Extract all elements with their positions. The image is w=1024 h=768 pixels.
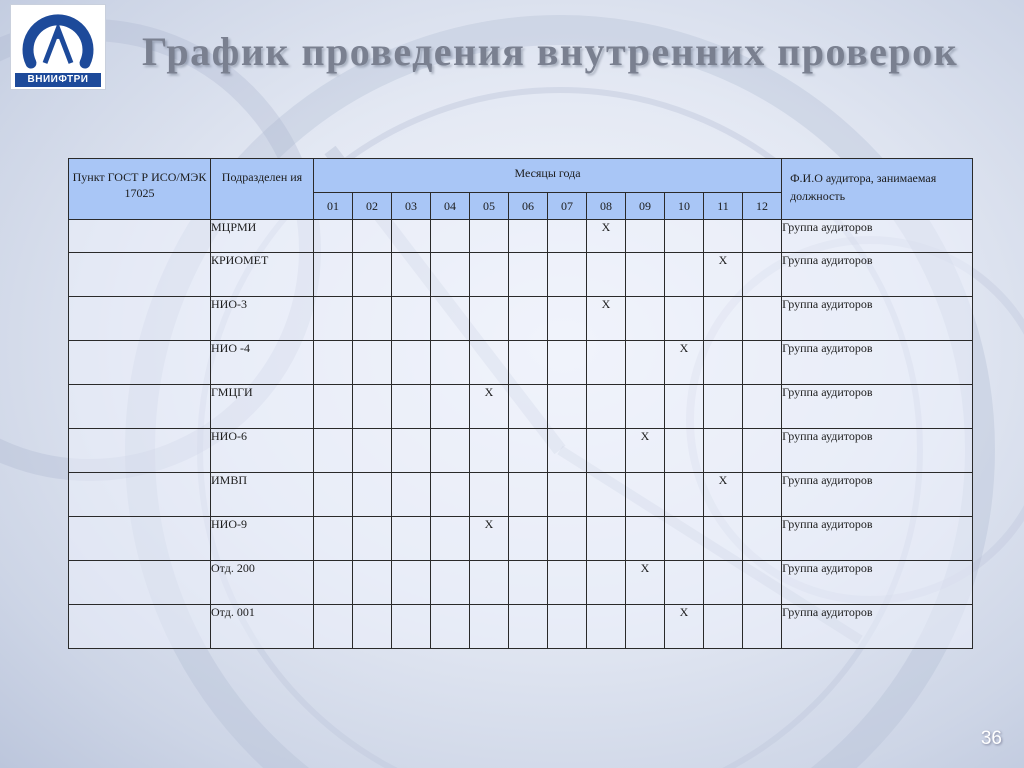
month-cell: Х <box>470 385 509 429</box>
month-cell <box>743 385 782 429</box>
month-cell <box>314 561 353 605</box>
month-cell <box>431 220 470 253</box>
department-cell: КРИОМЕТ <box>211 253 314 297</box>
month-cell <box>353 385 392 429</box>
month-cell <box>509 517 548 561</box>
month-cell <box>626 297 665 341</box>
month-cell <box>392 517 431 561</box>
month-cell <box>548 561 587 605</box>
month-cell <box>704 429 743 473</box>
month-cell <box>704 385 743 429</box>
month-cell <box>314 341 353 385</box>
month-cell <box>470 297 509 341</box>
month-cell <box>353 605 392 649</box>
month-cell: Х <box>587 220 626 253</box>
department-cell: МЦРМИ <box>211 220 314 253</box>
month-cell <box>431 341 470 385</box>
month-cell <box>665 297 704 341</box>
month-cell <box>665 385 704 429</box>
month-cell: Х <box>626 561 665 605</box>
month-cell <box>626 341 665 385</box>
clause-cell <box>69 341 211 385</box>
month-cell <box>743 517 782 561</box>
clause-cell <box>69 561 211 605</box>
month-cell <box>587 605 626 649</box>
table-row <box>69 385 973 429</box>
month-cell <box>626 473 665 517</box>
month-header-03: 03 <box>392 193 431 220</box>
month-cell: Х <box>704 253 743 297</box>
month-cell <box>509 473 548 517</box>
month-cell <box>704 605 743 649</box>
clause-cell <box>69 605 211 649</box>
month-cell <box>548 341 587 385</box>
month-cell <box>392 429 431 473</box>
month-cell <box>626 517 665 561</box>
department-cell: НИО-3 <box>211 297 314 341</box>
month-cell <box>743 473 782 517</box>
clause-cell <box>69 385 211 429</box>
month-cell <box>470 429 509 473</box>
department-cell: НИО -4 <box>211 341 314 385</box>
month-header-12: 12 <box>743 193 782 220</box>
month-cell <box>509 385 548 429</box>
month-cell <box>470 341 509 385</box>
clause-cell <box>69 220 211 253</box>
month-cell <box>353 253 392 297</box>
department-cell: ГМЦГИ <box>211 385 314 429</box>
auditor-cell: Группа аудиторов <box>782 473 973 517</box>
column-header-department: Подразделен ия <box>211 159 314 220</box>
month-cell <box>743 297 782 341</box>
table-row <box>69 561 973 605</box>
month-cell <box>587 517 626 561</box>
month-cell <box>626 220 665 253</box>
month-cell <box>509 253 548 297</box>
month-cell <box>431 473 470 517</box>
slide-title: График проведения внутренних проверок <box>142 29 959 74</box>
month-cell <box>587 429 626 473</box>
month-cell <box>704 220 743 253</box>
month-cell <box>470 473 509 517</box>
month-cell <box>665 253 704 297</box>
table-row <box>69 473 973 517</box>
department-cell: Отд. 200 <box>211 561 314 605</box>
month-cell <box>509 220 548 253</box>
month-header-04: 04 <box>431 193 470 220</box>
month-cell <box>743 605 782 649</box>
table-row <box>69 341 973 385</box>
auditor-cell: Группа аудиторов <box>782 385 973 429</box>
month-cell <box>743 341 782 385</box>
auditor-cell: Группа аудиторов <box>782 429 973 473</box>
column-header-clause: Пункт ГОСТ Р ИСО/МЭК 17025 <box>69 159 211 220</box>
table-row <box>69 297 973 341</box>
month-cell: Х <box>665 341 704 385</box>
month-header-06: 06 <box>509 193 548 220</box>
department-cell: НИО-6 <box>211 429 314 473</box>
month-cell <box>665 220 704 253</box>
month-cell <box>314 297 353 341</box>
month-cell <box>704 297 743 341</box>
month-cell <box>353 429 392 473</box>
month-header-02: 02 <box>353 193 392 220</box>
month-cell <box>509 429 548 473</box>
month-cell <box>314 517 353 561</box>
table-row <box>69 220 973 253</box>
month-cell: Х <box>704 473 743 517</box>
audit-schedule-table <box>68 158 973 649</box>
month-cell <box>626 605 665 649</box>
month-cell <box>587 253 626 297</box>
month-cell <box>353 220 392 253</box>
month-cell <box>548 605 587 649</box>
month-cell: Х <box>587 297 626 341</box>
month-cell: Х <box>470 517 509 561</box>
table-row <box>69 253 973 297</box>
month-cell <box>587 385 626 429</box>
month-header-10: 10 <box>665 193 704 220</box>
month-cell <box>392 473 431 517</box>
auditor-cell: Группа аудиторов <box>782 297 973 341</box>
month-cell <box>665 429 704 473</box>
month-cell <box>431 297 470 341</box>
month-cell <box>431 253 470 297</box>
month-cell: Х <box>626 429 665 473</box>
month-header-05: 05 <box>470 193 509 220</box>
month-cell <box>704 517 743 561</box>
month-cell <box>548 253 587 297</box>
month-header-11: 11 <box>704 193 743 220</box>
month-cell <box>548 385 587 429</box>
month-cell <box>314 473 353 517</box>
column-header-auditor: Ф.И.О аудитора, занимаемая должность <box>782 159 973 220</box>
month-cell <box>392 385 431 429</box>
month-cell <box>743 561 782 605</box>
auditor-cell: Группа аудиторов <box>782 561 973 605</box>
month-cell <box>353 561 392 605</box>
clause-cell <box>69 473 211 517</box>
month-cell <box>314 253 353 297</box>
auditor-cell: Группа аудиторов <box>782 220 973 253</box>
month-cell <box>470 253 509 297</box>
month-cell <box>314 429 353 473</box>
month-cell <box>431 385 470 429</box>
month-cell <box>431 561 470 605</box>
month-cell <box>626 385 665 429</box>
month-cell <box>509 561 548 605</box>
table-row <box>69 605 973 649</box>
month-cell <box>353 341 392 385</box>
clause-cell <box>69 429 211 473</box>
department-cell: НИО-9 <box>211 517 314 561</box>
month-cell: Х <box>665 605 704 649</box>
month-cell <box>509 605 548 649</box>
month-header-01: 01 <box>314 193 353 220</box>
month-cell <box>392 220 431 253</box>
table-row <box>69 429 973 473</box>
month-cell <box>314 220 353 253</box>
month-cell <box>587 561 626 605</box>
month-cell <box>353 297 392 341</box>
month-cell <box>665 517 704 561</box>
auditor-cell: Группа аудиторов <box>782 517 973 561</box>
month-header-08: 08 <box>587 193 626 220</box>
auditor-cell: Группа аудиторов <box>782 605 973 649</box>
month-cell <box>587 341 626 385</box>
month-cell <box>626 253 665 297</box>
month-cell <box>392 341 431 385</box>
month-cell <box>704 561 743 605</box>
month-cell <box>392 297 431 341</box>
month-cell <box>431 517 470 561</box>
month-cell <box>743 253 782 297</box>
month-cell <box>392 253 431 297</box>
auditor-cell: Группа аудиторов <box>782 253 973 297</box>
clause-cell <box>69 517 211 561</box>
month-cell <box>353 517 392 561</box>
month-cell <box>431 605 470 649</box>
month-cell <box>548 429 587 473</box>
month-cell <box>509 297 548 341</box>
department-cell: ИМВП <box>211 473 314 517</box>
page-number: 36 <box>980 728 1002 749</box>
month-cell <box>392 605 431 649</box>
month-cell <box>509 341 548 385</box>
logo-wordmark: ВНИИФТРИ <box>15 73 101 87</box>
month-cell <box>353 473 392 517</box>
month-cell <box>470 605 509 649</box>
month-cell <box>470 220 509 253</box>
department-cell: Отд. 001 <box>211 605 314 649</box>
month-cell <box>704 341 743 385</box>
month-cell <box>548 220 587 253</box>
month-cell <box>665 473 704 517</box>
month-cell <box>431 429 470 473</box>
month-header-07: 07 <box>548 193 587 220</box>
clause-cell <box>69 297 211 341</box>
month-header-09: 09 <box>626 193 665 220</box>
month-cell <box>548 297 587 341</box>
month-cell <box>548 473 587 517</box>
column-header-months: Месяцы года <box>314 159 782 193</box>
month-cell <box>548 517 587 561</box>
logo-emblem-icon <box>11 5 105 71</box>
clause-cell <box>69 253 211 297</box>
month-cell <box>314 605 353 649</box>
month-cell <box>392 561 431 605</box>
month-cell <box>743 220 782 253</box>
month-cell <box>314 385 353 429</box>
auditor-cell: Группа аудиторов <box>782 341 973 385</box>
month-cell <box>743 429 782 473</box>
organization-logo <box>10 4 106 90</box>
month-cell <box>587 473 626 517</box>
month-cell <box>470 561 509 605</box>
table-row <box>69 517 973 561</box>
month-cell <box>665 561 704 605</box>
